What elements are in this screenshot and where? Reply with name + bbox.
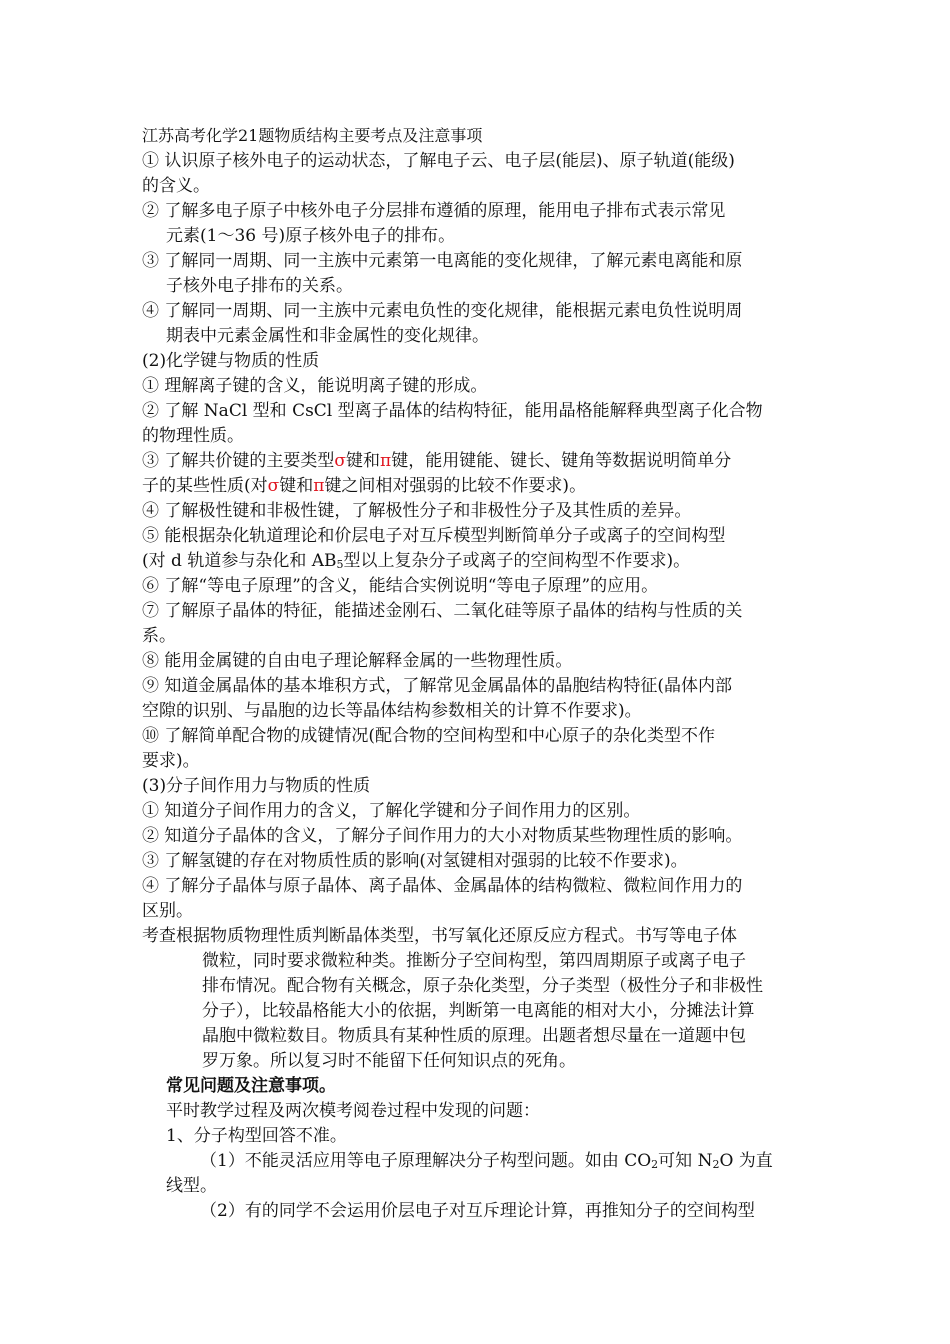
item-2-7-line-2: 系。 (142, 626, 176, 646)
item-2-5-text-b: 型以上复杂分子或离子的空间构型不作要求)。 (343, 551, 691, 571)
item-2-6: ⑥ 了解“等电子原理”的含义，能结合实例说明“等电子原理”的应用。 (142, 576, 659, 596)
item-1-2-line-2: 元素(1～36 号)原子核外电子的排布。 (166, 226, 456, 246)
item-1-3-line-1: ③ 了解同一周期、同一主族中元素第一电离能的变化规律，了解元素电离能和原 (142, 251, 743, 271)
item-2-10-line-2: 要求)。 (142, 751, 200, 771)
item-2-3-text-c: 键，能用键能、键长、键角等数据说明简单分 (391, 451, 732, 471)
item-1-3-line-2: 子核外电子排布的关系。 (166, 276, 353, 296)
section-2-heading: (2)化学键与物质的性质 (142, 351, 320, 371)
item-2-3-text-d: 子的某些性质(对 (142, 476, 268, 496)
n2o-subscript: 2 (712, 1158, 720, 1171)
pi-symbol: π (380, 451, 392, 471)
item-2-2-line-2: 的物理性质。 (142, 426, 244, 446)
notes-point-1-1-line-2: 线型。 (166, 1176, 217, 1196)
co2-subscript: 2 (651, 1158, 659, 1171)
sigma-symbol: σ (267, 476, 280, 496)
item-3-3: ③ 了解氢键的存在对物质性质的影响(对氢键相对强弱的比较不作要求)。 (142, 851, 688, 871)
notes-point-1-1-text-a: （1）不能灵活应用等电子原理解决分子构型问题。如由 CO (200, 1151, 652, 1171)
item-1-2-line-1: ② 了解多电子原子中核外电子分层排布遵循的原理，能用电子排布式表示常见 (142, 201, 726, 221)
item-2-9-line-2: 空隙的识别、与晶胞的边长等晶体结构参数相关的计算不作要求)。 (142, 701, 642, 721)
item-1-1-line-1: ① 认识原子核外电子的运动状态，了解电子云、电子层(能层)、原子轨道(能级) (142, 151, 735, 171)
item-2-3-line-1 (142, 449, 950, 473)
item-2-3-text-a: ③ 了解共价键的主要类型 (142, 451, 335, 471)
notes-intro: 平时教学过程及两次模考阅卷过程中发现的问题： (166, 1101, 540, 1121)
exam-summary-line-4: 分子），比较晶格能大小的依据，判断第一电离能的相对大小，分摊法计算 (202, 1001, 755, 1021)
item-1-1-line-2: 的含义。 (142, 176, 210, 196)
notes-heading: 常见问题及注意事项。 (166, 1076, 336, 1096)
item-2-10-line-1: ⑩ 了解简单配合物的成键情况(配合物的空间构型和中心原子的杂化类型不作 (142, 726, 716, 746)
notes-point-1-1-text-b: 可知 N (658, 1151, 713, 1171)
item-2-5-text-a: (对 d 轨道参与杂化和 AB (142, 551, 337, 571)
item-2-5-line-1: ⑤ 能根据杂化轨道理论和价层电子对互斥模型判断简单分子或离子的空间构型 (142, 526, 726, 546)
item-3-2: ② 知道分子晶体的含义，了解分子间作用力的大小对物质某些物理性质的影响。 (142, 826, 743, 846)
item-2-9-line-1: ⑨ 知道金属晶体的基本堆积方式，了解常见金属晶体的晶胞结构特征(晶体内部 (142, 676, 733, 696)
item-1-4-line-2: 期表中元素金属性和非金属性的变化规律。 (166, 326, 489, 346)
exam-summary-line-3: 排布情况。配合物有关概念，原子杂化类型，分子类型（极性分子和非极性 (202, 976, 763, 996)
item-2-3-text-e: 键和 (279, 476, 314, 496)
item-3-1: ① 知道分子间作用力的含义，了解化学键和分子间作用力的区别。 (142, 801, 641, 821)
item-2-3-line-2 (142, 474, 950, 498)
item-2-3-text-b: 键和 (346, 451, 381, 471)
item-3-4-line-1: ④ 了解分子晶体与原子晶体、离子晶体、金属晶体的结构微粒、微粒间作用力的 (142, 876, 743, 896)
notes-point-1-1-line-1 (200, 1149, 950, 1173)
sigma-symbol: σ (334, 451, 347, 471)
notes-point-1-2: （2）有的同学不会运用价层电子对互斥理论计算，再推知分子的空间构型 (200, 1201, 755, 1221)
exam-summary-line-6: 罗万象。所以复习时不能留下任何知识点的死角。 (202, 1051, 576, 1071)
pi-symbol: π (313, 476, 325, 496)
item-2-1: ① 理解离子键的含义，能说明离子键的形成。 (142, 376, 488, 396)
item-2-4: ④ 了解极性键和非极性键，了解极性分子和非极性分子及其性质的差异。 (142, 501, 692, 521)
item-1-4-line-1: ④ 了解同一周期、同一主族中元素电负性的变化规律，能根据元素电负性说明周 (142, 301, 743, 321)
item-3-4-line-2: 区别。 (142, 901, 193, 921)
notes-point-1-1-text-c: O 为直 (719, 1151, 773, 1171)
document-title: 江苏高考化学21题物质结构主要考点及注意事项 (142, 126, 483, 145)
item-2-5-line-2 (142, 549, 950, 573)
item-2-3-text-f: 键之间相对强弱的比较不作要求)。 (324, 476, 587, 496)
item-2-2-line-1: ② 了解 NaCl 型和 CsCl 型离子晶体的结构特征，能用晶格能解释典型离子化合物 (142, 401, 763, 421)
exam-summary-line-2: 微粒，同时要求微粒种类。推断分子空间构型，第四周期原子或离子电子 (202, 951, 746, 971)
exam-summary-line-1: 考查根据物质物理性质判断晶体类型，书写氧化还原反应方程式。书写等电子体 (142, 926, 737, 946)
ab5-subscript: 5 (336, 558, 344, 571)
exam-summary-line-5: 晶胞中微粒数目。物质具有某种性质的原理。出题者想尽量在一道题中包 (202, 1026, 746, 1046)
item-2-8: ⑧ 能用金属键的自由电子理论解释金属的一些物理性质。 (142, 651, 573, 671)
section-3-heading: (3)分子间作用力与物质的性质 (142, 776, 371, 796)
item-2-7-line-1: ⑦ 了解原子晶体的特征，能描述金刚石、二氧化硅等原子晶体的结构与性质的关 (142, 601, 743, 621)
notes-point-1: 1、分子构型回答不准。 (166, 1126, 347, 1146)
